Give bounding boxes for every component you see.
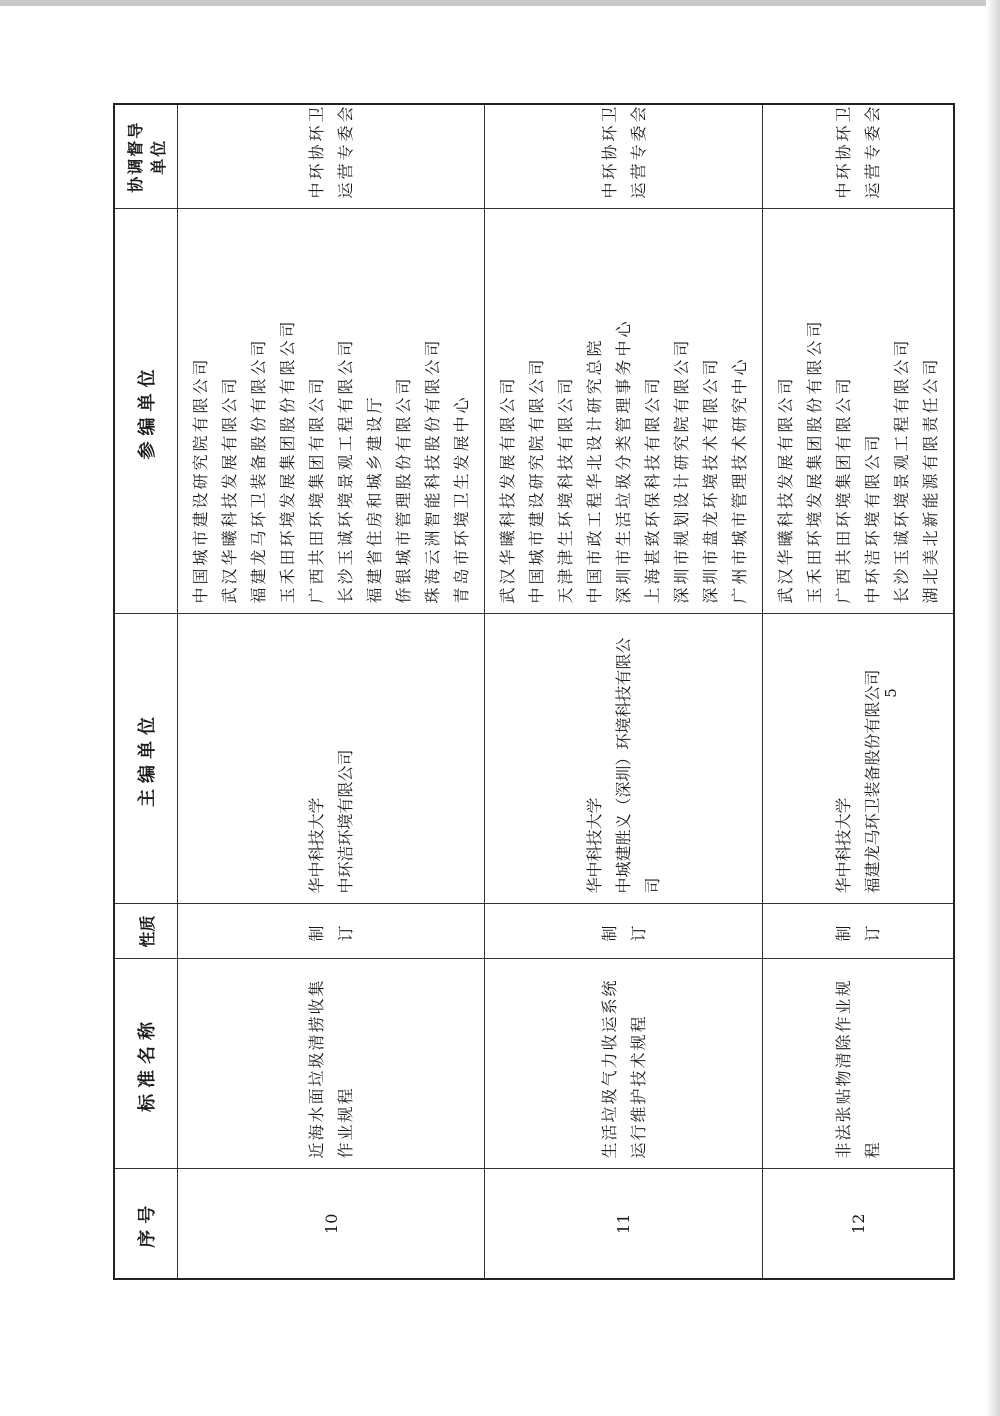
coordinator-line: 中环协环卫 bbox=[307, 103, 326, 199]
row-no: 10 bbox=[178, 1169, 485, 1279]
participant-unit: 福建龙马环卫装备股份有限公司 bbox=[249, 337, 268, 604]
main-unit: 福建龙马环卫装备股份有限公司 bbox=[863, 669, 882, 894]
table-row bbox=[763, 104, 955, 1279]
header-coordinator: 协调督导单位 bbox=[114, 104, 178, 209]
participant-unit: 中国市政工程华北设计研究总院 bbox=[585, 337, 604, 604]
row-type: 制订 bbox=[178, 904, 485, 959]
participant-unit: 长沙玉诚环境景观工程有限公司 bbox=[336, 337, 355, 604]
participant-unit: 玉禾田环境发展集团股份有限公司 bbox=[278, 318, 297, 604]
table-row bbox=[178, 104, 485, 1279]
row-type: 制订 bbox=[763, 904, 955, 959]
coordinator-line: 中环协环卫 bbox=[834, 103, 853, 199]
row-standard-name: 近海水面垃圾清捞收集作业规程 bbox=[178, 959, 485, 1169]
row-standard-name: 生活垃圾气力收运系统运行维护技术规程 bbox=[485, 959, 763, 1169]
participant-unit: 天津津生环境科技有限公司 bbox=[556, 375, 575, 604]
header-participants: 参编单位 bbox=[114, 209, 178, 614]
coordinator-line: 中环协环卫 bbox=[599, 103, 619, 199]
participant-unit: 广州市城市管理技术研究中心 bbox=[730, 356, 749, 604]
participant-unit: 侨银城市管理股份有限公司 bbox=[394, 375, 413, 604]
participant-unit: 中国城市建设研究院有限公司 bbox=[191, 356, 210, 604]
participant-unit: 深圳市生活垃圾分类管理事务中心 bbox=[614, 318, 633, 604]
participant-unit: 玉禾田环境发展集团股份有限公司 bbox=[805, 318, 824, 604]
row-type: 制订 bbox=[485, 904, 763, 959]
participant-unit: 福建省住房和城乡建设厅 bbox=[365, 394, 384, 604]
row-standard-name: 非法张贴物清除作业规程 bbox=[763, 959, 955, 1169]
scan-right-edge bbox=[986, 0, 1000, 1416]
participant-unit: 武汉华曦科技发展有限公司 bbox=[498, 375, 517, 604]
row-coordinator bbox=[763, 104, 955, 209]
main-unit: 华中科技大学 bbox=[307, 797, 326, 894]
row-main-units bbox=[485, 614, 763, 904]
row-no: 12 bbox=[763, 1169, 955, 1279]
participant-unit: 深圳市规划设计研究院有限公司 bbox=[672, 337, 691, 604]
row-participant-units bbox=[763, 209, 955, 614]
participant-unit: 中国城市建设研究院有限公司 bbox=[527, 356, 546, 604]
participant-unit: 湖北美北新能源有限责任公司 bbox=[921, 356, 940, 604]
coordinator-line: 运营专委会 bbox=[628, 103, 648, 199]
participant-unit: 武汉华曦科技发展有限公司 bbox=[220, 375, 239, 604]
row-main-units bbox=[178, 614, 485, 904]
header-no: 序号 bbox=[114, 1169, 178, 1279]
participant-unit: 武汉华曦科技发展有限公司 bbox=[776, 375, 795, 604]
header-type: 性质 bbox=[114, 904, 178, 959]
rotated-page-content bbox=[113, 103, 940, 1280]
row-main-units bbox=[763, 614, 955, 904]
header-main: 主编单位 bbox=[114, 614, 178, 904]
table-row bbox=[485, 104, 763, 1279]
main-unit: 中环洁环境有限公司 bbox=[336, 749, 355, 894]
participant-unit: 青岛市环境卫生发展中心 bbox=[452, 394, 471, 604]
row-coordinator bbox=[485, 104, 763, 209]
participant-unit: 中环洁环境有限公司 bbox=[863, 432, 882, 604]
participant-unit: 广西共田环境集团有限公司 bbox=[307, 375, 326, 604]
participant-unit: 深圳市盘龙环境技术有限公司 bbox=[701, 356, 720, 604]
main-unit: 华中科技大学 bbox=[834, 797, 853, 894]
main-unit: 司 bbox=[643, 877, 662, 894]
main-unit: 中城建胜义（深圳）环境科技有限公 bbox=[614, 637, 633, 894]
participant-unit: 广西共田环境集团有限公司 bbox=[834, 375, 853, 604]
participant-unit: 长沙玉诚环境景观工程有限公司 bbox=[892, 337, 911, 604]
row-coordinator bbox=[178, 104, 485, 209]
participant-unit: 珠海云洲智能科技股份有限公司 bbox=[423, 337, 442, 604]
header-name: 标准名称 bbox=[114, 959, 178, 1169]
participant-unit: 上海甚致环保科技有限公司 bbox=[643, 375, 662, 604]
coordinator-line: 运营专委会 bbox=[863, 103, 882, 199]
coordinator-line: 运营专委会 bbox=[336, 103, 355, 199]
row-no: 11 bbox=[485, 1169, 763, 1279]
main-unit: 华中科技大学 bbox=[585, 797, 604, 894]
page-number: 5 bbox=[881, 688, 900, 698]
table-header-row bbox=[114, 104, 178, 1279]
scan-top-edge bbox=[0, 0, 1000, 6]
standards-table bbox=[113, 103, 955, 1280]
row-participant-units bbox=[485, 209, 763, 614]
row-participant-units bbox=[178, 209, 485, 614]
